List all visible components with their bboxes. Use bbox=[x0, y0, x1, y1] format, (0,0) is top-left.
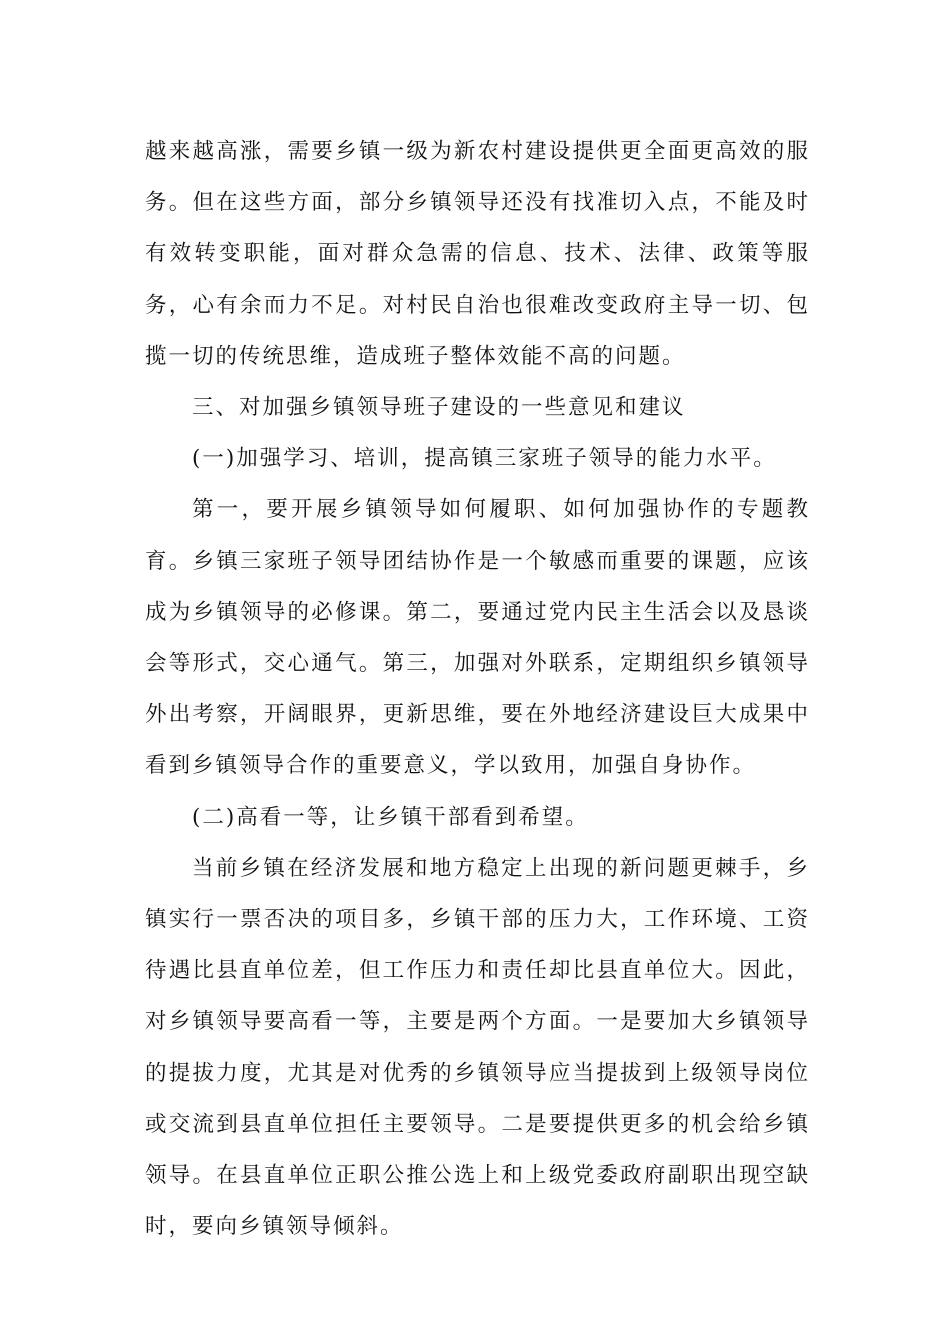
subheading-2: (二)高看一等，让乡镇干部看到希望。 bbox=[192, 804, 589, 830]
paragraph-continuation: 越来越高涨，需要乡镇一级为新农村建设提供更全面更高效的服务。但在这些方面，部分乡镇领导还没有找准切入点，不能及时有效转变职能，面对群众急需的信息、技术、法律、政策等服务，心有余而力不足。对村民自治也很难改变政府主导一切、包揽一切的传统思维，造成班子整体效能不高的问题。 bbox=[145, 139, 810, 369]
paragraph-training: 第一，要开展乡镇领导如何履职、如何加强协作的专题教育。乡镇三家班子领导团结协作是一个敏感而重要的课题，应该成为乡镇领导的必修课。第二，要通过党内民主生活会以及恳谈会等形式，交心通气。第三，加强对外联系，定期组织乡镇领导外出考察，开阔眼界，更新思维，要在外地经济建设巨大成果中看到乡镇领导合作的重要意义，学以致用，加强自身协作。 bbox=[145, 497, 810, 779]
subheading-1: (一)加强学习、培训，提高镇三家班子领导的能力水平。 bbox=[192, 446, 777, 472]
section-heading-3: 三、对加强乡镇领导班子建设的一些意见和建议 bbox=[192, 395, 686, 421]
document-body bbox=[145, 126, 810, 1252]
paragraph-promotion: 当前乡镇在经济发展和地方稳定上出现的新问题更棘手，乡镇实行一票否决的项目多，乡镇干部的压力大，工作环境、工资待遇比县直单位差，但工作压力和责任却比县直单位大。因此，对乡镇领导要高看一等，主要是两个方面。一是要加大乡镇领导的提拔力度，尤其是对优秀的乡镇领导应当提拔到上级领导岗位或交流到县直单位担任主要领导。二是要提供更多的机会给乡镇领导。在县直单位正职公推公选上和上级党委政府副职出现空缺时，要向乡镇领导倾斜。 bbox=[145, 855, 810, 1240]
